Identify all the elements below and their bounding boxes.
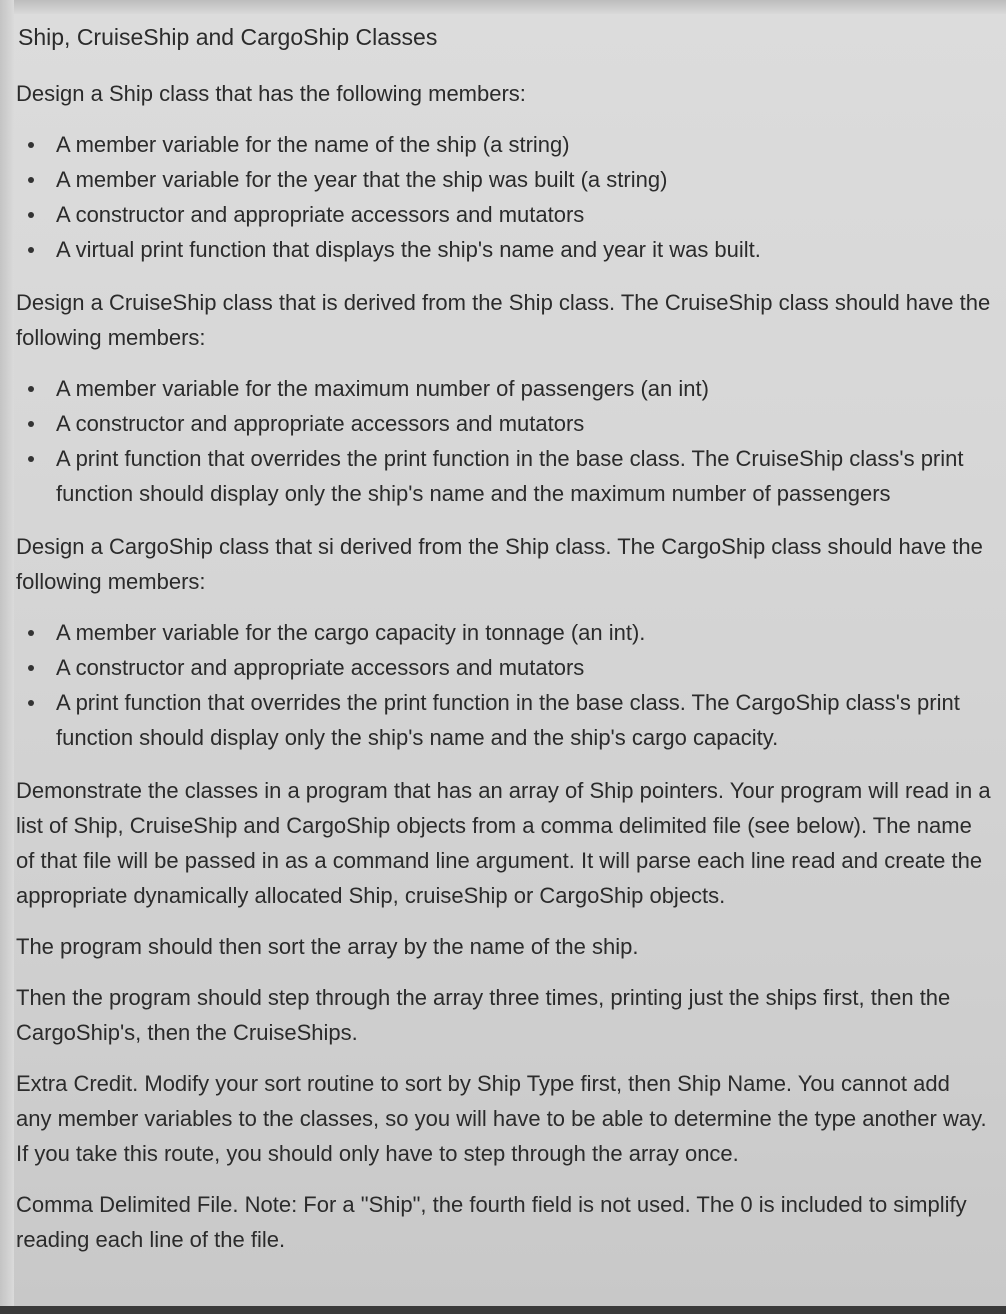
list-item: A member variable for the name of the ship (a string) (16, 127, 991, 162)
cargoship-class-members (16, 615, 991, 755)
cruiseship-class-members (16, 371, 991, 511)
demo-paragraph: Demonstrate the classes in a program that has an array of Ship pointers. Your program will read in a list of Ship, CruiseShip and CargoShip objects from a comma delimited file (see below). The name of that file will be passed in as a command line argument. It will parse each line read and create the appropriate dynamically allocated Ship, cruiseShip or CargoShip objects. (16, 778, 991, 908)
bullet-icon (28, 142, 34, 148)
page-title: Ship, CruiseShip and CargoShip Classes (18, 24, 438, 50)
ship-class-intro: Design a Ship class that has the following members: (16, 81, 526, 106)
list-item: A print function that overrides the print function in the base class. The CargoShip class's print function should display only the ship's name and the ship's cargo capacity. (16, 685, 991, 755)
bullet-icon (28, 421, 34, 427)
bullet-icon (28, 630, 34, 636)
sort-paragraph: The program should then sort the array by the name of the ship. (16, 934, 639, 959)
list-item: A constructor and appropriate accessors and mutators (16, 406, 991, 441)
list-item: A constructor and appropriate accessors and mutators (16, 650, 991, 685)
bullet-icon (28, 212, 34, 218)
bullet-icon (28, 177, 34, 183)
list-item: A virtual print function that displays the ship's name and year it was built. (16, 232, 991, 267)
screen-frame-left (0, 0, 14, 1314)
file-note-paragraph: Comma Delimited File. Note: For a "Ship", the fourth field is not used. The 0 is included to simplify reading each line of the file. (16, 1192, 967, 1252)
bullet-icon (28, 456, 34, 462)
list-item: A member variable for the cargo capacity in tonnage (an int). (16, 615, 991, 650)
bullet-icon (28, 665, 34, 671)
extra-credit-paragraph: Extra Credit. Modify your sort routine to sort by Ship Type first, then Ship Name. You cannot add any member variables to the classes, so you will have to be able to determine the type another way. If you take this route, you should only have to step through the array once. (16, 1071, 987, 1166)
screen-frame-top (0, 0, 1006, 14)
cruiseship-class-intro: Design a CruiseShip class that is derived from the Ship class. The CruiseShip class should have the following members: (16, 290, 991, 350)
step-paragraph: Then the program should step through the array three times, printing just the ships first, then the CargoShip's, then the CruiseShips. (16, 985, 951, 1045)
list-item: A member variable for the year that the ship was built (a string) (16, 162, 991, 197)
screen-frame-bottom (0, 1306, 1006, 1314)
list-item: A constructor and appropriate accessors and mutators (16, 197, 991, 232)
cargoship-class-intro: Design a CargoShip class that si derived from the Ship class. The CargoShip class should have the following members: (16, 534, 983, 594)
assignment-document (16, 22, 991, 1273)
bullet-icon (28, 700, 34, 706)
bullet-icon (28, 247, 34, 253)
bullet-icon (28, 386, 34, 392)
list-item: A member variable for the maximum number of passengers (an int) (16, 371, 991, 406)
list-item: A print function that overrides the print function in the base class. The CruiseShip class's print function should display only the ship's name and the maximum number of passengers (16, 441, 991, 511)
ship-class-members (16, 127, 991, 267)
